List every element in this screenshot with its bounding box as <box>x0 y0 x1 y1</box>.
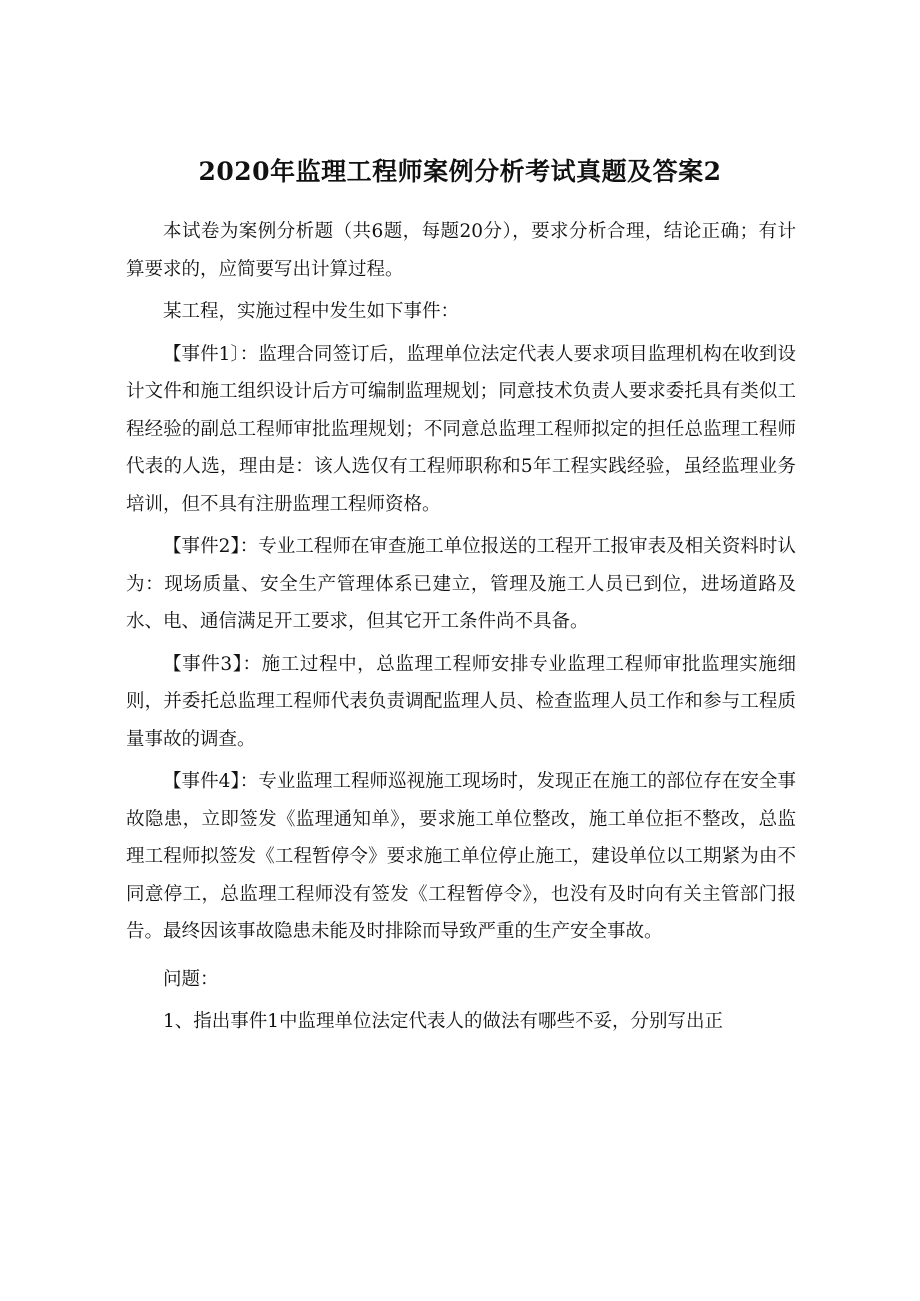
event-4-text: ：专业监理工程师巡视施工现场时，发现正在施工的部位存在安全事故隐患，立即签发《监理通知单》，要求施工单位整改，施工单位拒不整改，总监理工程师拟签发《工程暂停令》要求施工单位停止施工，建设单位以工期紧为由不同意停工，总监理工程师没有签发《工程暂停令》，也没有及时向有关主管部门报告。最终因该事故隐患未能及时排除而导致严重的生产安全事故。 <box>126 771 796 942</box>
event-3-paragraph <box>126 646 796 759</box>
document-body <box>126 213 796 1041</box>
document-title: 2020年监理工程师案例分析考试真题及答案2 <box>198 157 722 186</box>
event-2-paragraph <box>126 528 796 641</box>
event-2-label: 【事件2】 <box>163 536 240 557</box>
event-1-label: 【事件1〕 <box>163 343 240 365</box>
intro-paragraph: 本试卷为案例分析题（共6题，每题20分），要求分析合理，结论正确；有计算要求的，应简要写出计算过程。 <box>126 221 796 280</box>
event-3-label: 【事件3】 <box>163 653 243 675</box>
event-4-paragraph <box>126 763 796 951</box>
questions-heading: 问题： <box>163 968 219 990</box>
event-1-paragraph <box>126 336 796 524</box>
event-3-text: ：施工过程中，总监理工程师安排专业监理工程师审批监理实施细则，并委托总监理工程师代表负责调配监理人员、检查监理人员工作和参与工程质量事故的调查。 <box>126 653 796 750</box>
scenario-paragraph: 某工程，实施过程中发生如下事件： <box>163 301 460 322</box>
event-4-label: 【事件4】 <box>163 771 240 792</box>
question-1: 1、指出事件1中监理单位法定代表人的做法有哪些不妥，分别写出正 <box>163 1011 724 1032</box>
event-1-text: ：监理合同签订后，监理单位法定代表人要求项目监理机构在收到设计文件和施工组织设计后方可编制监理规划；同意技术负责人要求委托具有类似工程经验的副总工程师审批监理规划；不同意总监理工程师拟定的担任总监理工程师代表的人选，理由是：该人选仅有工程师职称和5年工程实践经验，虽经监理业务培训，但不具有注册监理工程师资格。 <box>126 343 796 515</box>
event-2-text: ：专业工程师在审查施工单位报送的工程开工报审表及相关资料时认为：现场质量、安全生产管理体系已建立，管理及施工人员已到位，进场道路及水、电、通信满足开工要求，但其它开工条件尚不具备。 <box>126 536 796 632</box>
